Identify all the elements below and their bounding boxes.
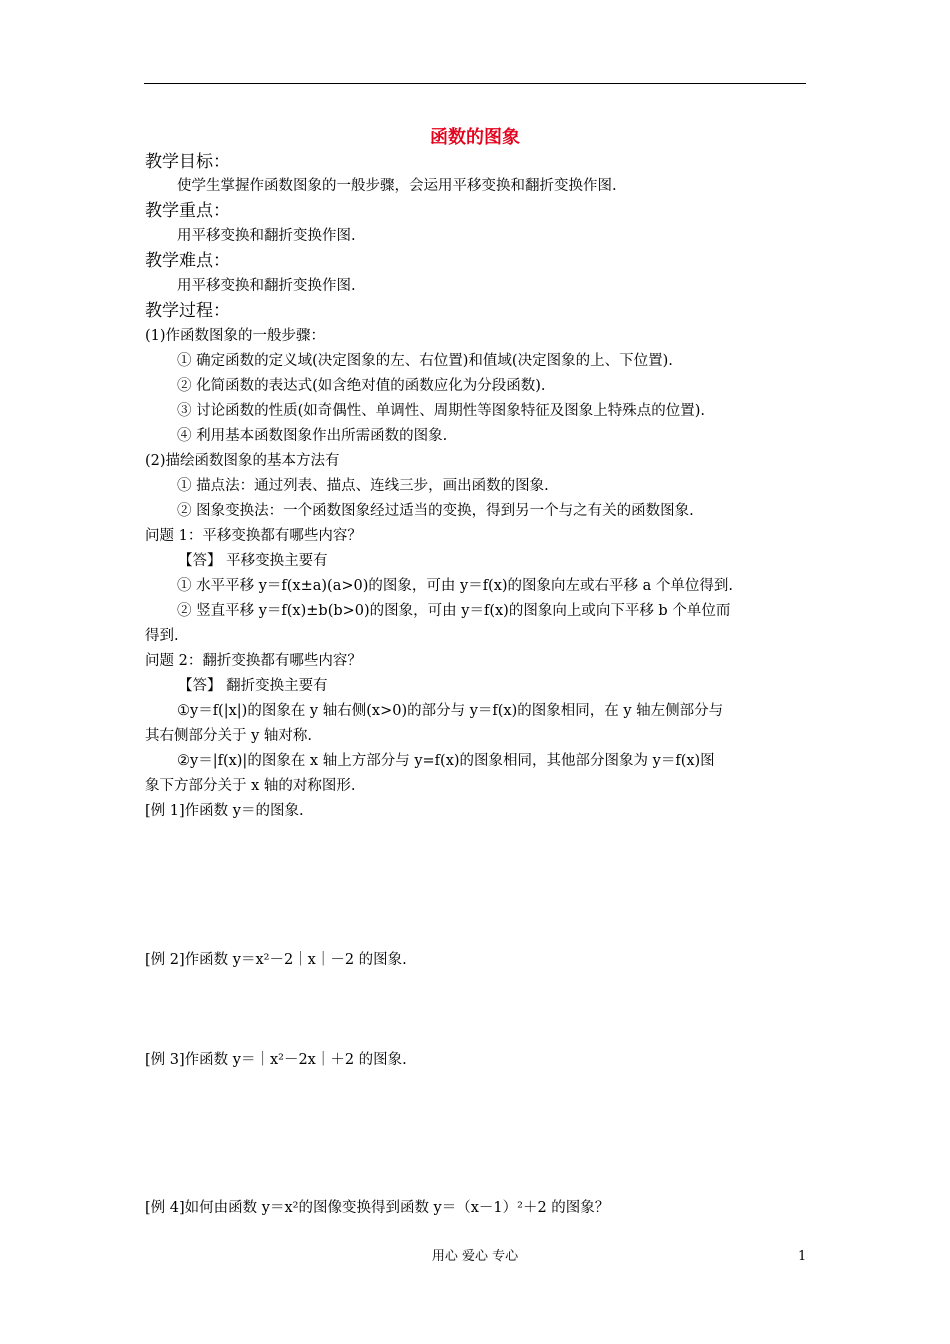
step-2: ② 化简函数的表达式(如含绝对值的函数应化为分段函数). [177, 378, 546, 394]
step-1: ① 确定函数的定义域(决定图象的左、右位置)和值域(决定图象的上、下位置). [177, 353, 673, 369]
process-heading: 教学过程： [145, 301, 230, 321]
step-3: ③ 讨论函数的性质(如奇偶性、单调性、周期性等图象特征及图象上特殊点的位置). [177, 403, 706, 419]
goal-heading: 教学目标： [145, 152, 230, 172]
step-4: ④ 利用基本函数图象作出所需函数的图象. [177, 428, 448, 444]
answer-2-item-2: ②y＝|f(x)|的图象在 x 轴上方部分与 y=f(x)的图象相同，其他部分图象为 y＝f(x)图 [177, 753, 715, 769]
question-2: 问题 2：翻折变换都有哪些内容？ [145, 653, 362, 669]
example-4: [例 4]如何由函数 y＝x²的图像变换得到函数 y＝（x－1）²＋2 的图象？ [145, 1200, 610, 1216]
answer-1-intro: 【答】 平移变换主要有 [178, 553, 328, 569]
goal-text: 使学生掌握作函数图象的一般步骤，会运用平移变换和翻折变换作图. [177, 178, 617, 194]
page-footer: 用心 爱心 专心 [431, 1249, 519, 1264]
answer-2-intro: 【答】 翻折变换主要有 [178, 678, 328, 694]
header-rule [144, 83, 806, 84]
method-1: ① 描点法：通过列表、描点、连线三步，画出函数的图象. [177, 478, 549, 494]
answer-2-item-1: ①y＝f(|x|)的图象在 y 轴右侧(x>0)的部分与 y＝f(x)的图象相同，在 y 轴左侧部分与 [177, 703, 724, 719]
answer-1-item-2-cont: 得到. [145, 628, 179, 644]
steps-heading: (1)作函数图象的一般步骤： [145, 328, 326, 344]
example-2: [例 2]作函数 y＝x²－2｜x｜－2 的图象. [145, 952, 407, 968]
answer-2-item-1-cont: 其右侧部分关于 y 轴对称. [145, 728, 313, 744]
answer-1-item-2: ② 竖直平移 y＝f(x)±b(b>0)的图象，可由 y＝f(x)的图象向上或向下平移 b 个单位而 [177, 603, 731, 619]
key-text: 用平移变换和翻折变换作图. [177, 228, 356, 244]
example-3: [例 3]作函数 y＝｜x²－2x｜＋2 的图象. [145, 1052, 407, 1068]
method-2: ② 图象变换法：一个函数图象经过适当的变换，得到另一个与之有关的函数图象. [177, 503, 694, 519]
answer-2-item-2-cont: 象下方部分关于 x 轴的对称图形. [145, 778, 356, 794]
difficulty-text: 用平移变换和翻折变换作图. [177, 278, 356, 294]
page-title: 函数的图象 [430, 127, 520, 148]
key-heading: 教学重点： [145, 201, 230, 221]
difficulty-heading: 教学难点： [145, 251, 230, 271]
page-number: 1 [798, 1249, 807, 1264]
question-1: 问题 1：平移变换都有哪些内容？ [145, 528, 362, 544]
example-1: [例 1]作函数 y＝的图象. [145, 803, 304, 819]
answer-1-item-1: ① 水平平移 y＝f(x±a)(a>0)的图象，可由 y＝f(x)的图象向左或右平移 a 个单位得到. [177, 578, 734, 594]
methods-heading: (2)描绘函数图象的基本方法有 [145, 453, 340, 469]
